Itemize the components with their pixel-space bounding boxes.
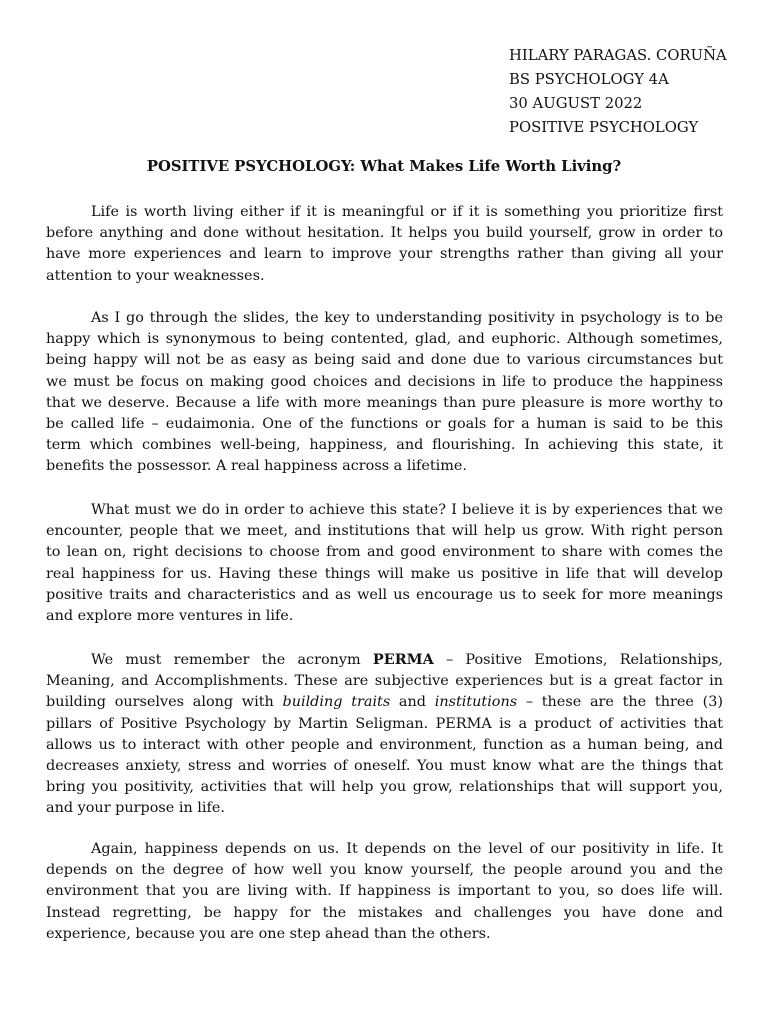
paragraph-line: allows us to interact with other people and environment, function as a human being, and	[46, 736, 723, 753]
paragraph-line: pillars of Positive Psychology by Martin Seligman. PERMA is a product of activities that	[46, 715, 723, 732]
italic-term: building traits	[282, 694, 391, 711]
paragraph-line: As I go through the slides, the key to understanding positivity in psychology is to be	[91, 310, 723, 326]
paragraph-line: positive traits and characteristics and as well us encourage us to seek for more meanings	[46, 586, 723, 603]
perma-acronym: PERMA	[372, 651, 434, 668]
paragraph-line: before anything and done without hesitation. It helps you build yourself, grow in order to	[46, 225, 723, 242]
paragraph-line: experience, because you are one step ahead than the others.	[46, 925, 491, 942]
paragraph-line: encounter, people that we meet, and institutions that will help us grow. With right person	[46, 523, 723, 540]
paragraph-line: to lean on, right decisions to choose from and good environment to share with comes the	[46, 544, 723, 561]
paragraph-3	[46, 500, 723, 627]
paragraph-line: have more experiences and learn to improve your strengths rather than giving all your	[46, 246, 723, 263]
paragraph-line: decreases anxiety, stress and worries of oneself. You must know what are the things that	[46, 758, 723, 775]
author-name: HILARY PARAGAS. CORUÑA	[509, 47, 727, 64]
paragraph-line: building ourselves along with building traits and institutions – these are the three (3)	[46, 694, 723, 711]
paragraph-line: What must we do in order to achieve this state? I believe it is by experiences that we	[91, 502, 723, 518]
paragraph-line: benefits the possessor. A real happiness across a lifetime.	[46, 458, 468, 475]
paragraph-line: We must remember the acronym PERMA – Positive Emotions, Relationships,	[91, 651, 723, 668]
document-title: POSITIVE PSYCHOLOGY: What Makes Life Worth Living?	[146, 158, 622, 175]
paragraph-line: Again, happiness depends on us. It depends on the level of our positivity in life. It	[91, 841, 723, 857]
paragraph-line: depends on the degree of how well you know yourself, the people around you and the	[46, 862, 723, 879]
italic-term: institutions	[434, 694, 518, 711]
paragraph-line: term which combines well-being, happiness, and flourishing. In achieving this state, it	[46, 437, 723, 454]
paragraph-line: we must be focus on making good choices and decisions in life to produce the happiness	[46, 373, 723, 390]
paragraph-line: environment that you are living with. If happiness is important to you, so does life will.	[46, 883, 723, 900]
author-header	[509, 44, 759, 140]
paragraph-line: Life is worth living either if it is meaningful or if it is something you prioritize first	[91, 204, 723, 220]
paragraph-line: be called life – eudaimonia. One of the functions or goals for a human is said to be this	[46, 416, 723, 433]
paragraph-5	[46, 839, 723, 945]
paragraph-line: Meaning, and Accomplishments. These are subjective experiences but is a great factor in	[46, 673, 723, 690]
paragraph-line: and explore more ventures in life.	[46, 608, 294, 625]
paragraph-4	[46, 649, 723, 820]
paragraph-2	[46, 308, 723, 478]
paragraph-line: Instead regretting, be happy for the mistakes and challenges you have done and	[46, 904, 723, 921]
paragraph-line: that we deserve. Because a life with more meanings than pure pleasure is more worthy to	[46, 394, 723, 411]
paragraph-line: real happiness for us. Having these things will make us positive in life that will develop	[46, 565, 723, 582]
subject-name: POSITIVE PSYCHOLOGY	[509, 119, 699, 136]
submission-date: 30 AUGUST 2022	[509, 95, 643, 112]
paragraph-line: bring you positivity, activities that will help you grow, relationships that will support you,	[46, 779, 723, 796]
paragraph-1	[46, 202, 723, 287]
paragraph-line: and your purpose in life.	[46, 800, 225, 817]
paragraph-line: being happy will not be as easy as being said and done due to various circumstances but	[46, 352, 723, 369]
paragraph-line: happy which is synonymous to being contented, glad, and euphoric. Although sometimes,	[46, 331, 723, 348]
paragraph-line: attention to your weaknesses.	[46, 267, 265, 284]
course-section: BS PSYCHOLOGY 4A	[509, 71, 669, 88]
